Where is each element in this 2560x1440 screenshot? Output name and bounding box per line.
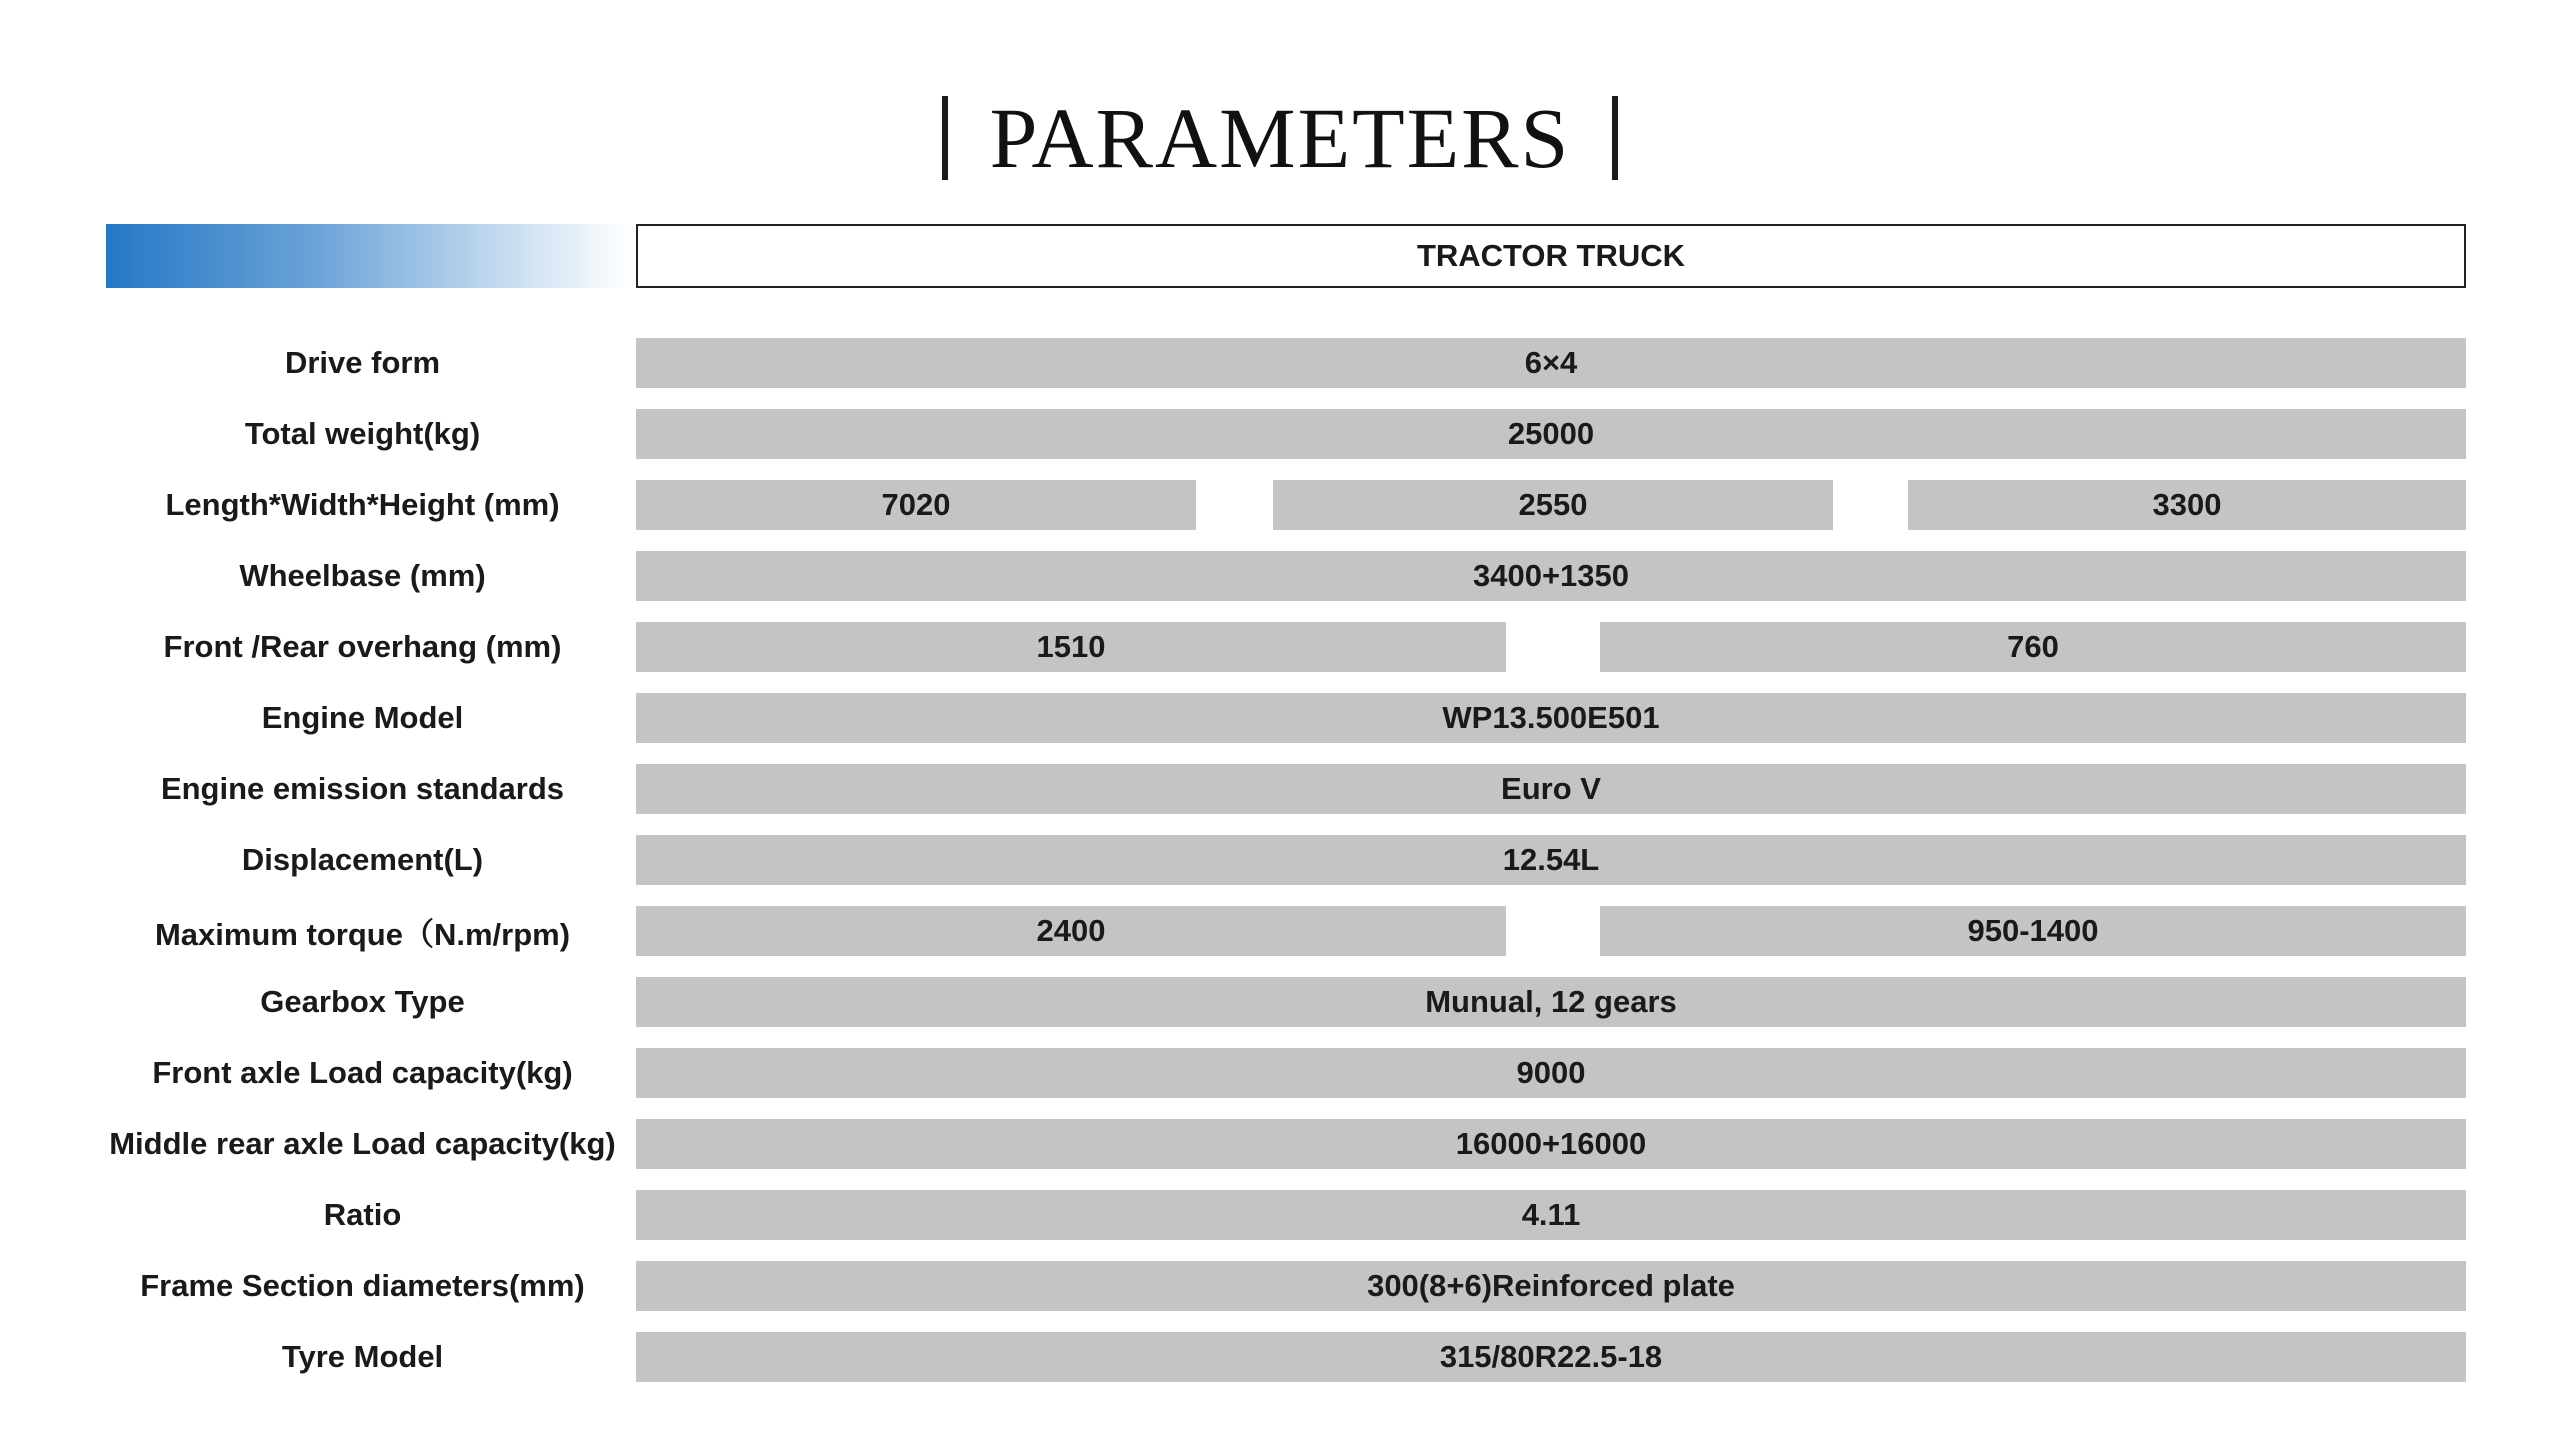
value-cell-front: 1510 [636,622,1506,672]
row-label: Ratio [323,1197,402,1232]
page-title-container [0,88,2560,188]
value-cell-torque: 2400 [636,906,1506,956]
row-gearbox [0,977,2560,1027]
table-header: TRACTOR TRUCK [636,224,2466,288]
row-drive-form [0,338,2560,388]
row-label: Tyre Model [281,1339,444,1374]
value-cell: 315/80R22.5-18 [636,1332,2466,1382]
value-cell: 25000 [636,409,2466,459]
row-label: Engine Model [261,700,464,735]
row-label: Frame Section diameters(mm) [140,1268,585,1303]
row-tyre-model [0,1332,2560,1382]
title-right-divider [1612,96,1618,180]
row-label: Gearbox Type [260,984,465,1019]
row-emission [0,764,2560,814]
row-middle-rear-axle [0,1119,2560,1169]
row-frame-section [0,1261,2560,1311]
value-cell: 4.11 [636,1190,2466,1240]
row-total-weight [0,409,2560,459]
value-cell: 12.54L [636,835,2466,885]
row-label: Total weight(kg) [244,416,481,451]
value-cell-width: 2550 [1273,480,1833,530]
row-label: Wheelbase (mm) [239,558,486,593]
header-gradient-bar [106,224,630,288]
row-max-torque [0,906,2560,956]
value-cell: Munual, 12 gears [636,977,2466,1027]
row-label: Middle rear axle Load capacity(kg) [109,1126,616,1161]
value-cell-height: 3300 [1908,480,2466,530]
value-cell-rpm: 950-1400 [1600,906,2466,956]
row-overhang [0,622,2560,672]
row-label: Front axle Load capacity(kg) [152,1055,573,1090]
row-label: Drive form [284,345,441,380]
value-cell: Euro V [636,764,2466,814]
value-cell: 9000 [636,1048,2466,1098]
row-wheelbase [0,551,2560,601]
value-cell: WP13.500E501 [636,693,2466,743]
row-label: Engine emission standards [160,771,565,806]
row-dimensions [0,480,2560,530]
row-label: Displacement(L) [241,842,484,877]
row-front-axle [0,1048,2560,1098]
title-left-divider [942,96,948,180]
value-cell-rear: 760 [1600,622,2466,672]
value-cell-length: 7020 [636,480,1196,530]
value-cell: 300(8+6)Reinforced plate [636,1261,2466,1311]
page-title: PARAMETERS [989,90,1571,186]
row-label: Front /Rear overhang (mm) [163,629,562,664]
value-cell: 3400+1350 [636,551,2466,601]
value-cell: 6×4 [636,338,2466,388]
row-ratio [0,1190,2560,1240]
value-cell: 16000+16000 [636,1119,2466,1169]
row-displacement [0,835,2560,885]
row-engine-model [0,693,2560,743]
row-label: Maximum torque（N.m/rpm) [154,916,571,952]
row-label: Length*Width*Height (mm) [165,487,560,522]
